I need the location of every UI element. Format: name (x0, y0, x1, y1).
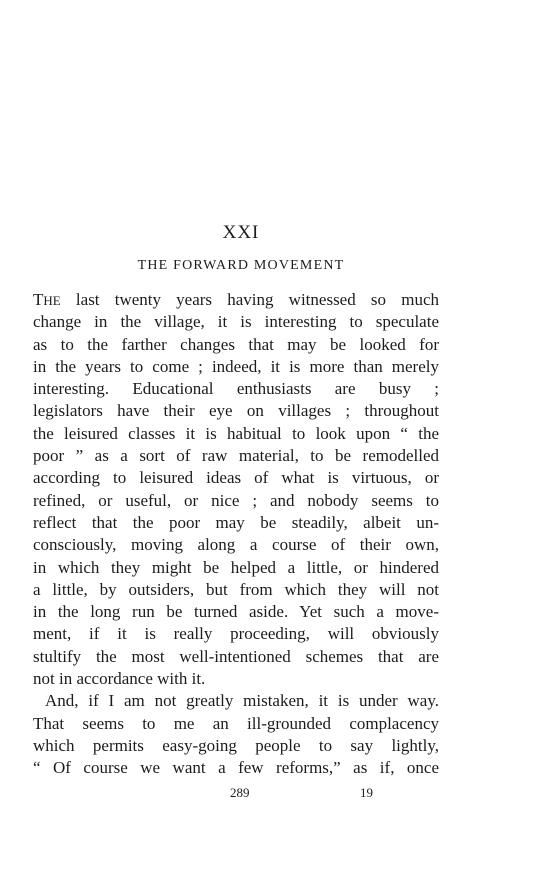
text-line: as to the farther changes that may be looked for (33, 334, 439, 354)
text-line: not in accordance with it. (33, 669, 206, 689)
text-line: the leisured classes it is habitual to look upon “ the (33, 423, 439, 443)
text-line: change in the village, it is interesting to speculate (33, 312, 439, 332)
text-line: That seems to me an ill-grounded complacency (33, 713, 439, 733)
text-line: consciously, moving along a course of their own, (33, 535, 439, 555)
text-line: in the long run be turned aside. Yet such a move- (33, 602, 439, 622)
text-line: poor ” as a sort of raw material, to be remodelled (33, 446, 439, 466)
text-line: a little, by outsiders, but from which they will not (33, 579, 439, 599)
chapter-number: XXI (222, 222, 260, 243)
text-line: in the years to come ; indeed, it is more than merely (33, 356, 439, 376)
text-line: refined, or useful, or nice ; and nobody seems to (33, 490, 439, 510)
text-line: THE last twenty years having witnessed so much (33, 290, 439, 309)
text-line: in which they might be helped a little, or hindered (33, 557, 439, 577)
chapter-title: THE FORWARD MOVEMENT (137, 258, 345, 273)
text-line: ment, if it is really proceeding, will obviously (33, 624, 439, 644)
small-caps-word: HE (43, 293, 61, 308)
signature-mark: 19 (360, 785, 373, 800)
text-line: stultify the most well-intentioned schemes that are (33, 646, 439, 666)
text-line: according to leisured ideas of what is virtuous, or (33, 468, 439, 488)
text-line: which permits easy-going people to say lightly, (33, 735, 439, 755)
text-line: “ Of course we want a few reforms,” as if, once (33, 758, 439, 778)
text-line: reflect that the poor may be steadily, albeit un- (33, 512, 439, 532)
body-text (33, 289, 439, 780)
text-line: And, if I am not greatly mistaken, it is under way. (45, 691, 439, 711)
page-number: 289 (230, 785, 250, 800)
drop-initial: T (33, 290, 44, 309)
text-line: legislators have their eye on villages ; throughout (33, 401, 439, 421)
text-line: interesting. Educational enthusiasts are busy ; (33, 379, 439, 399)
